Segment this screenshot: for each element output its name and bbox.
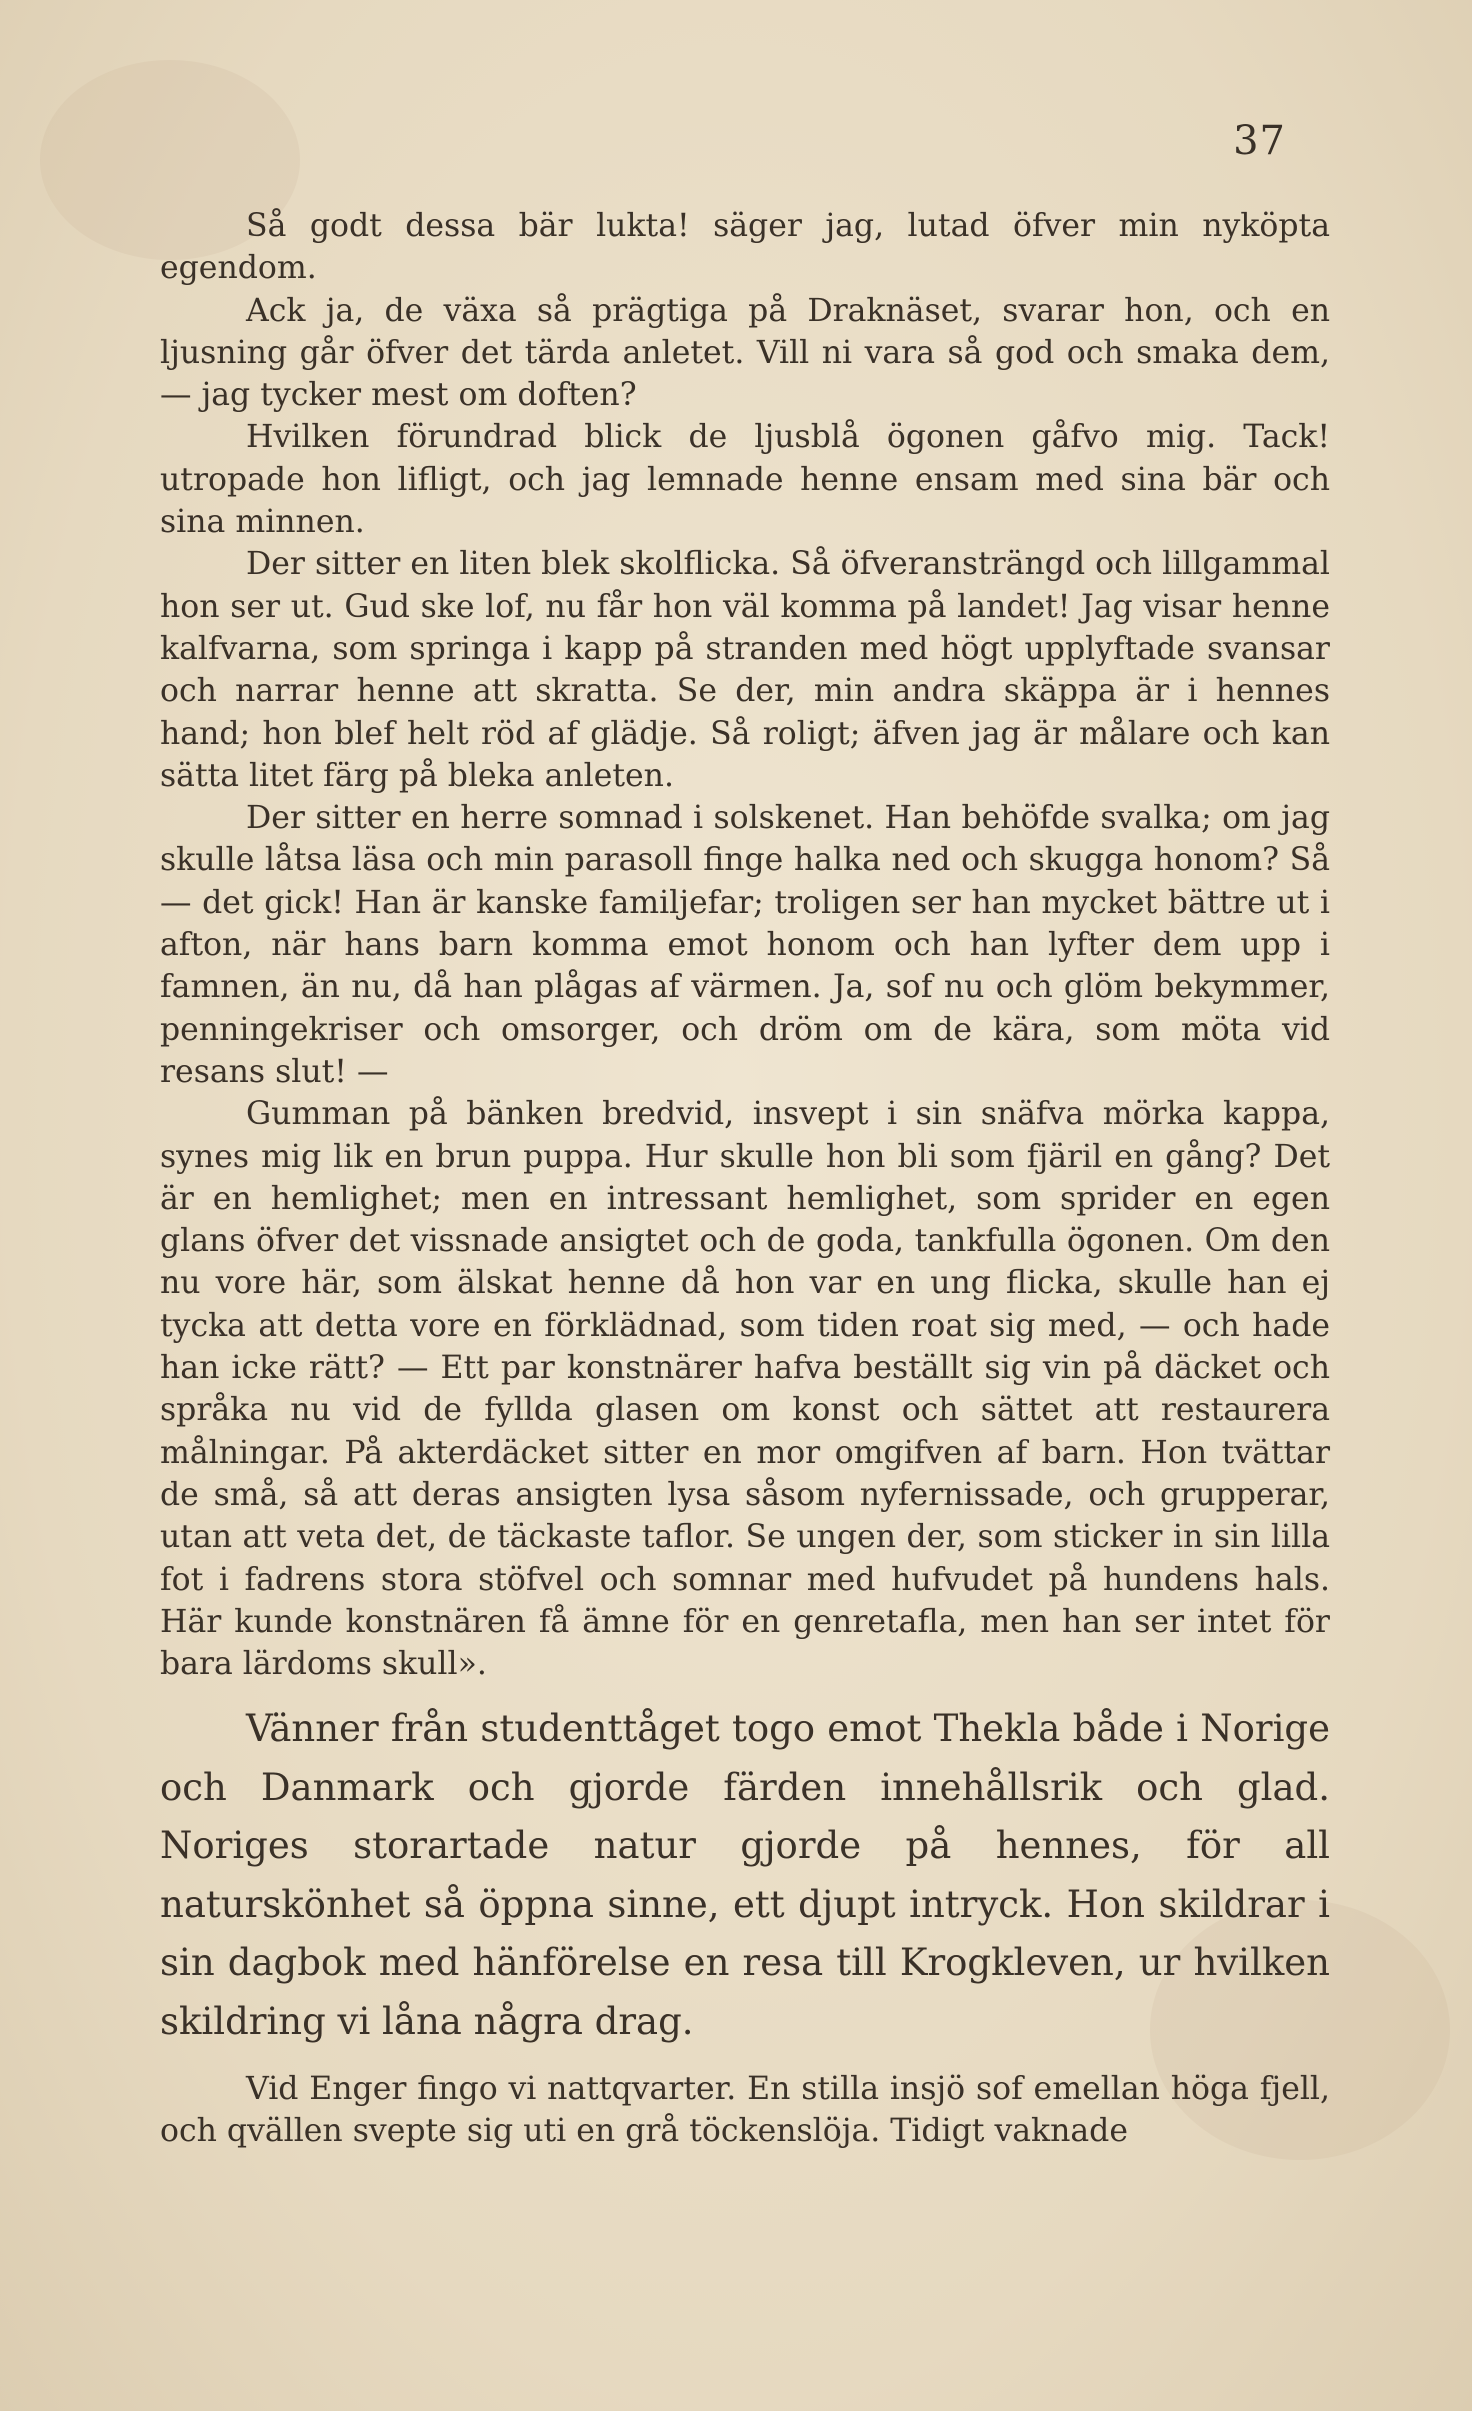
paragraph: Gumman på bänken bredvid, insvept i sin snäfva mörka kappa, synes mig lik en brun puppa. Hur skulle hon bli som fjäril en gång? Det är en hemlighet; men en intressant hemlighet, som sprider en egen glans öfver det vissnade ansigtet och de goda, tankfulla ögonen. Om den nu vore här, som älskat henne då hon var en ung flicka, skulle han ej tycka att detta vore en förklädnad, som tiden roat sig med, — och hade han icke rätt? — Ett par konstnärer hafva beställt sig vin på däcket och språka nu vid de fyllda glasen om konst och sättet att restaurera målningar. På akterdäcket sitter en mor omgifven af barn. Hon tvättar de små, så att deras ansigten lysa såsom nyfernissade, och grupperar, utan att veta det, de täckaste taflor. Se ungen der, som sticker in sin lilla fot i fadrens stora stöfvel och somnar med hufvudet på hundens hals. Här kunde konstnären få ämne för en genretafla, men han ser intet för bara lärdoms skull». bbox=[160, 1096, 1330, 1683]
paragraph: Der sitter en liten blek skolflicka. Så öfveransträngd och lillgammal hon ser ut. Gud ske lof, nu får hon väl komma på landet! Jag visar henne kalfvarna, som springa i kapp på stranden med högt upplyftade svansar och narrar henne att skratta. Se der, min andra skäppa är i hennes hand; hon blef helt röd af glädje. Så roligt; äfven jag är målare och kan sätta litet färg på bleka anleten. bbox=[160, 546, 1330, 794]
paragraph: Ack ja, de växa så prägtiga på Draknäset, svarar hon, och en ljusning går öfver det tärda anletet. Vill ni vara så god och smaka dem, — jag tycker mest om doften? bbox=[160, 292, 1330, 414]
paragraph: Der sitter en herre somnad i solskenet. Han behöfde svalka; om jag skulle låtsa läsa och min parasoll finge halka ned och skugga honom? Så — det gick! Han är kanske familjefar; troligen ser han mycket bättre ut i afton, när hans barn komma emot honom och han lyfter dem upp i famnen, än nu, då han plågas af värmen. Ja, sof nu och glöm bekymmer, penningekriser och omsorger, och dröm om de kära, som möta vid resans slut! — bbox=[160, 800, 1330, 1090]
final-paragraph: Vid Enger fingo vi nattqvarter. En stilla insjö sof emellan höga fjell, och qvällen svepte sig uti en grå töckenslöja. Tidigt vaknade bbox=[160, 2071, 1330, 2149]
page-number: 37 bbox=[1233, 118, 1286, 164]
quoted-diary-continuation bbox=[160, 2068, 1330, 2152]
main-paragraph: Vänner från studenttåget togo emot Thekla både i Norige och Danmark och gjorde färden innehållsrik och glad. Noriges storartade natur gjorde på hennes, för all naturskönhet så öppna sinne, ett djupt intryck. Hon skildrar i sin dagbok med hänförelse en resa till Krogkleven, ur hvilken skildring vi låna några drag. bbox=[160, 1707, 1330, 2043]
quoted-diary-text bbox=[160, 205, 1330, 1685]
paragraph: Så godt dessa bär lukta! säger jag, lutad öfver min nyköpta egendom. bbox=[160, 208, 1330, 287]
main-text bbox=[160, 1700, 1330, 2051]
paragraph: Hvilken förundrad blick de ljusblå ögonen gåfvo mig. Tack! utropade hon lifligt, och jag lemnade henne ensam med sina bär och sina minnen. bbox=[160, 419, 1330, 541]
